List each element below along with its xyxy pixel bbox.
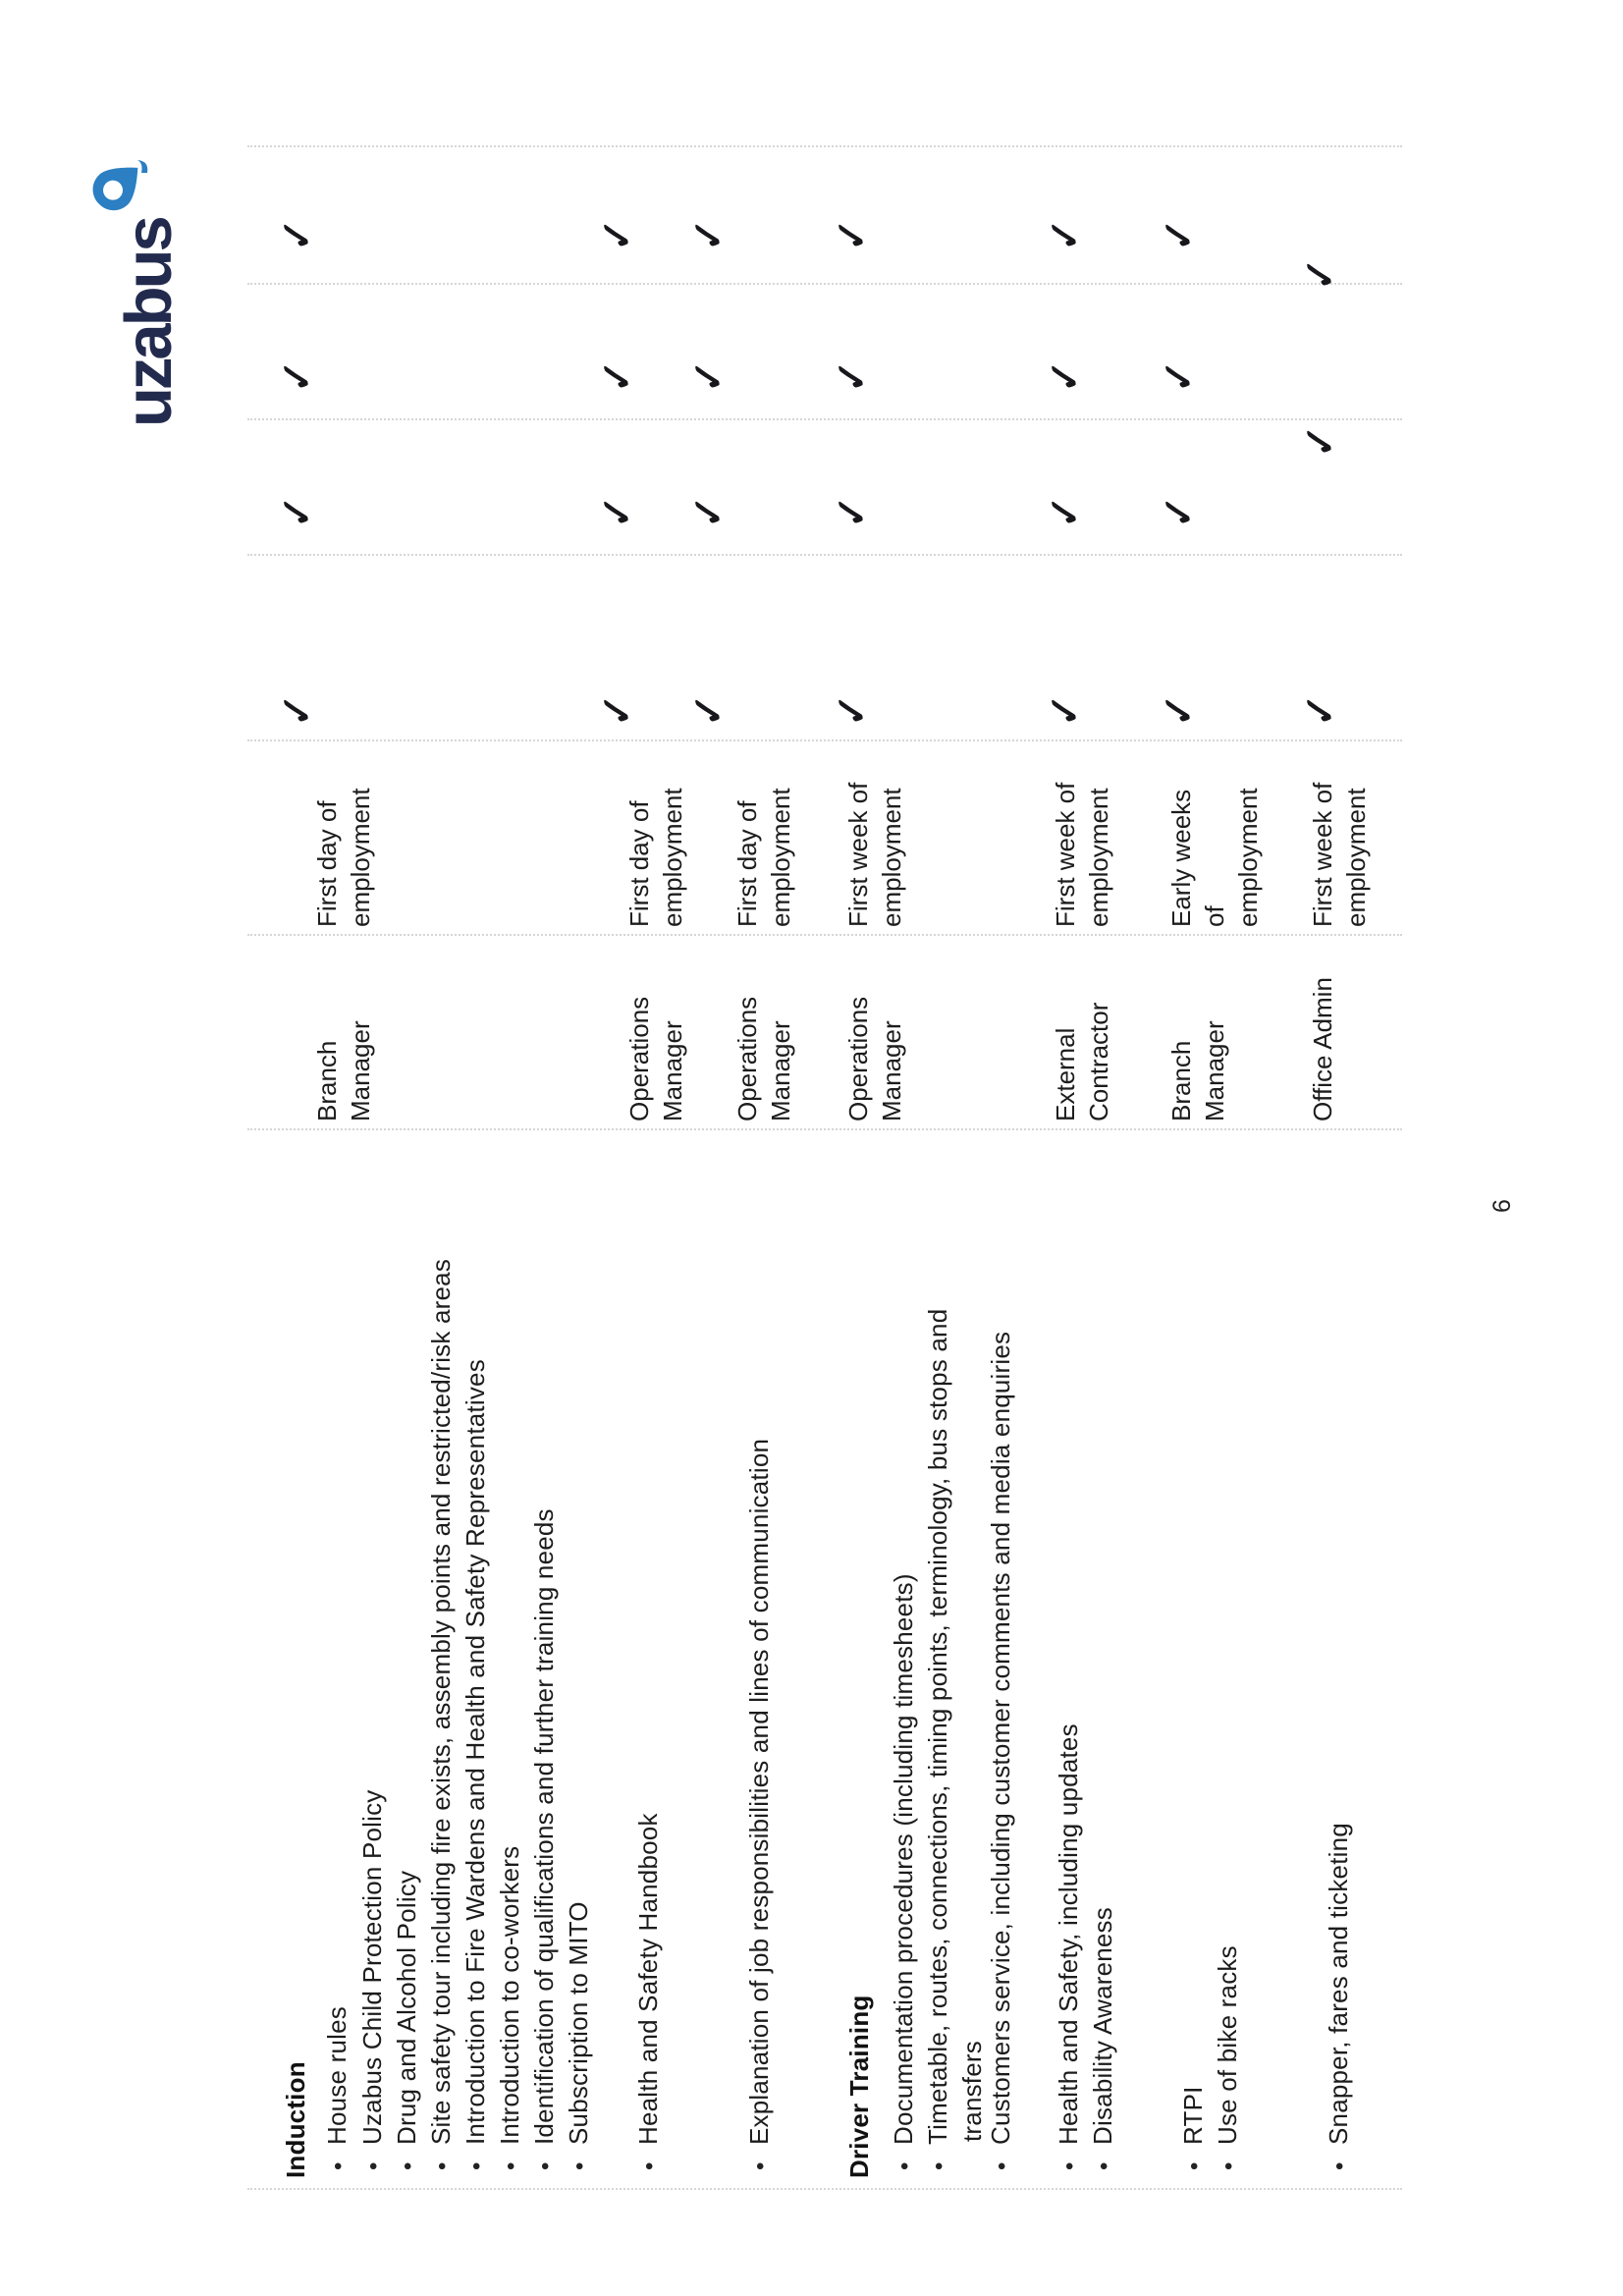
who-cell (841, 997, 908, 1121)
who-line: Manager (766, 1020, 795, 1121)
topic-section-heading: Induction (281, 2061, 310, 2178)
when-cell (841, 783, 908, 927)
check-tick: ✓ (594, 359, 641, 393)
when-cell (622, 788, 689, 927)
checkmark-icon (1043, 359, 1088, 393)
when-line: First day of (624, 800, 654, 927)
who-line: Manager (658, 1020, 687, 1121)
check-tick: ✓ (1297, 424, 1344, 458)
column-separator-line (247, 1128, 1402, 1130)
who-cell (310, 1020, 377, 1121)
bullet-icon: • (1326, 2161, 1353, 2170)
checkmark-icon (595, 359, 640, 393)
who-cell (1306, 977, 1339, 1121)
check-tick: ✓ (594, 495, 641, 528)
column-separator-line (247, 145, 1402, 147)
who-line: Manager (877, 1020, 906, 1121)
who-line: External (1051, 1027, 1080, 1121)
when-line: employment (1233, 788, 1263, 927)
topic-line: •Identification of qualifications and further training needs (529, 1508, 559, 2170)
when-line: employment (346, 788, 375, 927)
checkmark-icon (275, 693, 320, 727)
who-line: Branch (1166, 1040, 1196, 1121)
bullet-icon: • (567, 2161, 593, 2170)
when-line: First day of (312, 800, 342, 927)
pin-swoosh (137, 160, 147, 173)
topic-line: transfers (957, 2041, 987, 2142)
check-tick: ✓ (1297, 693, 1344, 727)
column-separator-line (247, 934, 1402, 936)
checkmark-icon (686, 218, 731, 251)
check-tick: ✓ (1042, 495, 1089, 528)
checkmark-icon (1043, 495, 1088, 528)
topic-line: •Introduction to co-workers (495, 1845, 524, 2170)
when-line: of (1200, 905, 1229, 927)
when-cell (1049, 783, 1115, 927)
who-line: Branch (312, 1040, 342, 1121)
bullet-icon: • (1216, 2161, 1242, 2170)
bullet-icon: • (1091, 2161, 1117, 2170)
when-cell (730, 788, 797, 927)
when-line: First week of (1308, 782, 1337, 927)
when-line: employment (1341, 788, 1371, 927)
who-line: Office Admin (1308, 977, 1337, 1121)
topic-line: •Health and Safety Handbook (633, 1813, 663, 2170)
page-number: 6 (1488, 1199, 1516, 1213)
bullet-icon: • (463, 2161, 490, 2170)
bullet-icon: • (532, 2161, 559, 2170)
when-line: employment (766, 788, 795, 927)
topic-line: •Customers service, including customer comments and media enquiries (986, 1331, 1015, 2170)
topic-line: •Explanation of job responsibilities and lines of communication (744, 1438, 774, 2170)
check-tick: ✓ (1042, 359, 1089, 393)
checkmark-icon (1157, 495, 1202, 528)
checkmark-icon (686, 359, 731, 393)
when-line: First week of (1051, 782, 1080, 927)
check-tick: ✓ (274, 495, 321, 528)
check-tick: ✓ (1156, 359, 1203, 393)
check-tick: ✓ (685, 495, 732, 528)
who-line: Operations (624, 996, 654, 1121)
check-tick: ✓ (685, 218, 732, 251)
checkmark-icon (1043, 218, 1088, 251)
uzabus-wordmark: uzabus (112, 218, 186, 427)
who-cell (1049, 1003, 1115, 1121)
check-tick: ✓ (274, 693, 321, 727)
column-separator-line (247, 283, 1402, 285)
bullet-icon: • (360, 2161, 387, 2170)
check-tick: ✓ (594, 218, 641, 251)
check-tick: ✓ (274, 218, 321, 251)
bullet-icon: • (989, 2161, 1015, 2170)
checkmark-icon (1298, 693, 1343, 727)
check-tick: ✓ (1156, 218, 1203, 251)
topic-line: •Site safety tour including fire exists, assembly points and restricted/risk areas (426, 1258, 456, 2170)
check-tick: ✓ (829, 359, 876, 393)
when-line: employment (877, 788, 906, 927)
column-separator-line (247, 554, 1402, 556)
topic-line: •Subscription to MITO (564, 1901, 593, 2170)
checkmark-icon (1298, 424, 1343, 458)
bullet-icon: • (429, 2161, 456, 2170)
when-line: employment (658, 788, 687, 927)
bullet-icon: • (747, 2161, 774, 2170)
who-line: Manager (346, 1020, 375, 1121)
checkmark-icon (686, 495, 731, 528)
bullet-icon: • (926, 2161, 952, 2170)
bullet-icon: • (395, 2161, 421, 2170)
check-tick: ✓ (1156, 495, 1203, 528)
topic-line: •Health and Safety, including updates (1054, 1723, 1083, 2170)
who-cell (1164, 1020, 1231, 1121)
checkmark-icon (275, 495, 320, 528)
when-cell (310, 788, 377, 927)
check-tick: ✓ (1156, 693, 1203, 727)
checkmark-icon (1157, 693, 1202, 727)
topic-line: •Snapper, fares and ticketing (1324, 1823, 1353, 2170)
check-tick: ✓ (274, 359, 321, 393)
when-line: Early weeks (1166, 789, 1196, 927)
topic-line: •House rules (322, 2006, 352, 2170)
column-separator-line (247, 418, 1402, 420)
topic-line: •Introduction to Fire Wardens and Health and Safety Representatives (460, 1359, 490, 2170)
when-cell (1164, 788, 1265, 927)
who-line: Contractor (1084, 1002, 1113, 1121)
checkmark-icon (595, 218, 640, 251)
when-line: First week of (843, 782, 873, 927)
check-tick: ✓ (1042, 693, 1089, 727)
checkmark-icon (1157, 359, 1202, 393)
topic-line: •Disability Awareness (1088, 1907, 1117, 2170)
checkmark-icon (275, 359, 320, 393)
checkmark-icon (830, 495, 875, 528)
check-tick: ✓ (829, 495, 876, 528)
bullet-icon: • (1181, 2161, 1208, 2170)
checkmark-icon (830, 693, 875, 727)
who-cell (622, 997, 689, 1121)
topic-section-heading: Driver Training (844, 1995, 874, 2178)
uzabus-logo (90, 159, 187, 427)
bullet-icon: • (325, 2161, 352, 2170)
check-tick: ✓ (1297, 257, 1344, 291)
checkmark-icon (1298, 257, 1343, 291)
column-separator-line (247, 2188, 1402, 2190)
who-line: Operations (843, 996, 873, 1121)
who-line: Manager (1200, 1020, 1229, 1121)
when-cell (1306, 783, 1373, 927)
check-tick: ✓ (685, 693, 732, 727)
check-tick: ✓ (829, 218, 876, 251)
who-line: Operations (732, 996, 762, 1121)
who-cell (730, 997, 797, 1121)
topic-line: •RTPI (1178, 2086, 1208, 2170)
bullet-icon: • (892, 2161, 918, 2170)
when-line: employment (1084, 788, 1113, 927)
topic-line: •Use of bike racks (1213, 1945, 1242, 2170)
checkmark-icon (595, 495, 640, 528)
check-tick: ✓ (594, 693, 641, 727)
check-tick: ✓ (829, 693, 876, 727)
bullet-icon: • (498, 2161, 524, 2170)
checkmark-icon (830, 218, 875, 251)
topic-line: •Drug and Alcohol Policy (392, 1870, 421, 2170)
bullet-icon: • (1056, 2161, 1083, 2170)
checkmark-icon (595, 693, 640, 727)
bullet-icon: • (636, 2161, 663, 2170)
checkmark-icon (830, 359, 875, 393)
when-line: First day of (732, 800, 762, 927)
checkmark-icon (1157, 218, 1202, 251)
checkmark-icon (1043, 693, 1088, 727)
checkmark-icon (686, 693, 731, 727)
topic-line: •Uzabus Child Protection Policy (357, 1789, 387, 2170)
column-separator-line (247, 739, 1402, 741)
topic-line: •Documentation procedures (including timesheets) (889, 1573, 918, 2170)
check-tick: ✓ (685, 359, 732, 393)
location-pin-icon (90, 159, 158, 216)
check-tick: ✓ (1042, 218, 1089, 251)
topic-line: •Timetable, routes, connections, timing points, terminology, bus stops and (923, 1308, 952, 2170)
checkmark-icon (275, 218, 320, 251)
